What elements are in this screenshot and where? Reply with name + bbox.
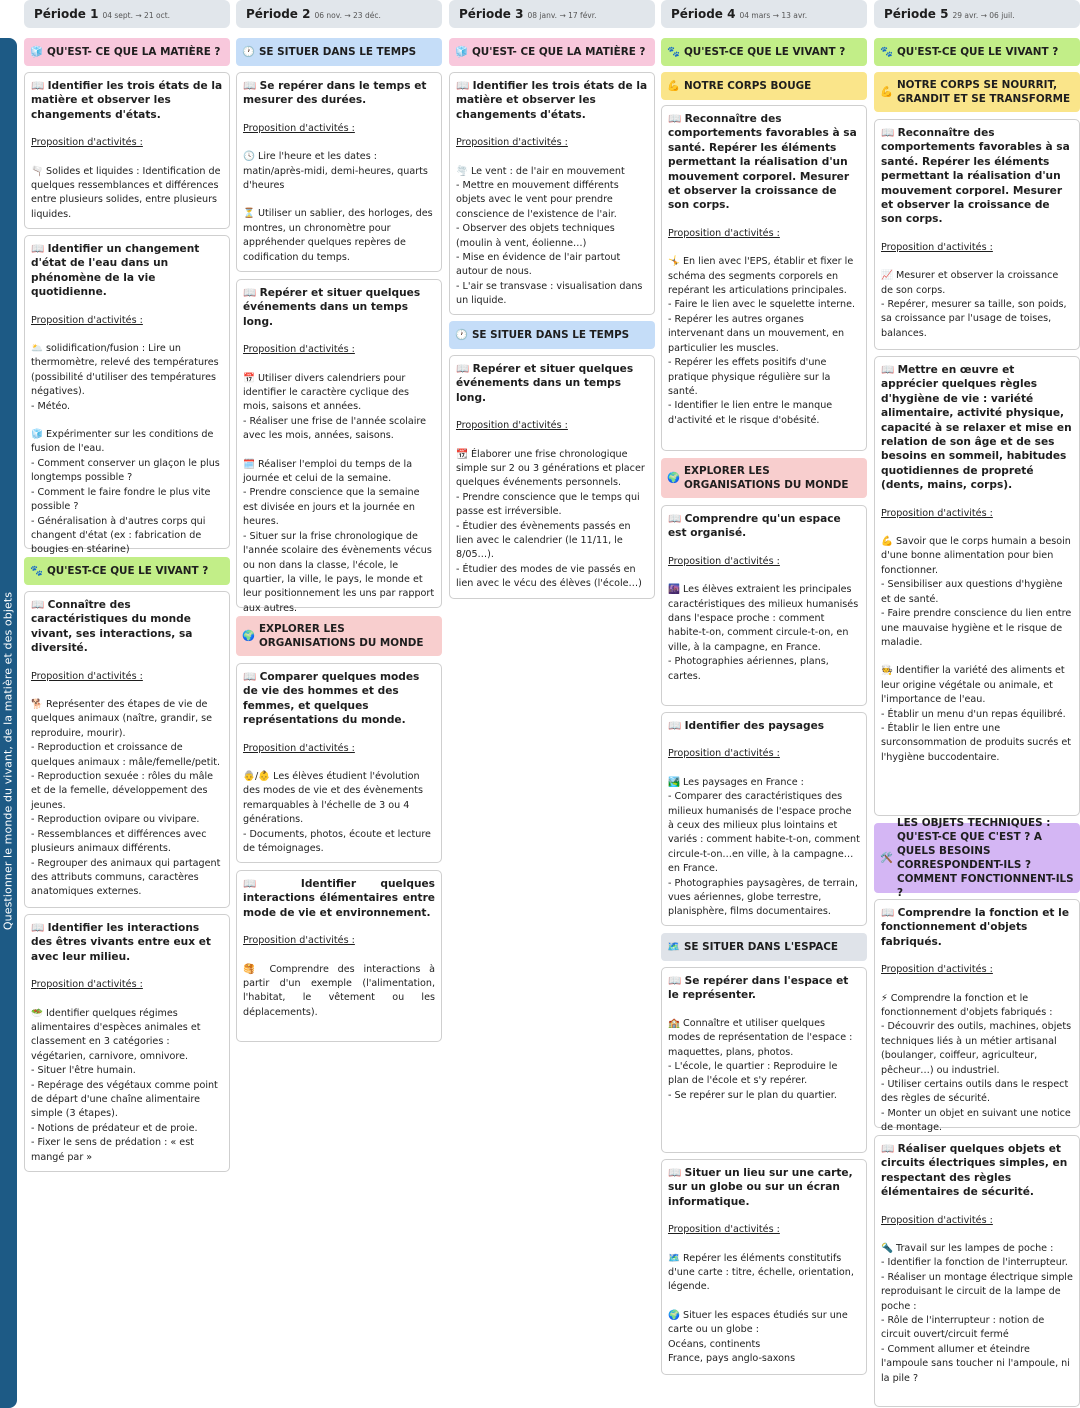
period-name: Période 3 <box>459 7 524 21</box>
period-column <box>24 0 230 1408</box>
objective-text: Comparer quelques modes de vie des hommes et des femmes, et quelques représentations du monde. <box>243 671 420 727</box>
book-icon: 📖 <box>881 364 898 376</box>
activity-line: - Repérage des végétaux comme point de départ d'une chaîne alimentaire simple (3 étapes). <box>31 1079 218 1120</box>
objective-card <box>661 967 867 1153</box>
objective-text: Situer un lieu sur une carte, sur un globe ou sur un écran informatique. <box>668 1167 853 1208</box>
book-icon: 📖 <box>456 80 473 92</box>
activities-label: Proposition d'activités : <box>31 137 143 149</box>
objective-title <box>243 79 435 108</box>
theme-banner <box>874 38 1080 66</box>
theme-banner <box>24 557 230 585</box>
period-dates: 04 mars → 13 avr. <box>739 11 808 20</box>
objective-card <box>661 712 867 926</box>
activity-line: - Rôle de l'interrupteur : notion de circuit ouvert/circuit fermé <box>881 1315 1045 1341</box>
theme-banner <box>874 817 1080 899</box>
activity-line: 💪 Savoir que le corps humain a besoin d'une bonne alimentation pour bien fonctionner. <box>881 536 1071 576</box>
book-icon: 📖 <box>668 720 685 732</box>
theme-icon: 🗺️ <box>667 941 680 953</box>
objective-card <box>874 1135 1080 1407</box>
theme-title: EXPLORER LES ORGANISATIONS DU MONDE <box>258 623 424 649</box>
activity-line: - Repérer, mesurer sa taille, son poids, sa croissance par l'usage de toises, balances. <box>881 299 1067 339</box>
objective-card <box>236 663 442 863</box>
period-dates: 08 janv. → 17 févr. <box>527 11 597 20</box>
theme-title: EXPLORER LES ORGANISATIONS DU MONDE <box>683 465 849 491</box>
activity-block <box>31 165 223 223</box>
book-icon: 📖 <box>668 975 685 987</box>
theme-title: QU'EST- CE QUE LA MATIÈRE ? <box>471 46 646 58</box>
activity-line: 🌪️ Le vent : de l'air en mouvement <box>456 165 625 177</box>
book-icon: 📖 <box>243 287 260 299</box>
theme-icon: 🐾 <box>667 46 680 58</box>
activity-line: 🥞 Comprendre des interactions à partir d'un exemple (l'alimentation, l'habitat, le vêtement ou les déplacements). <box>243 963 435 1018</box>
theme-banner <box>874 72 1080 112</box>
objective-card <box>874 899 1080 1134</box>
book-icon: 📖 <box>668 1167 685 1179</box>
objective-card <box>449 355 655 599</box>
objective-text: Réaliser quelques objets et circuits électriques simples, en respectant des règles élémentaires de sécurité. <box>881 1143 1068 1199</box>
activity-line: France, pays anglo-saxons <box>668 1353 796 1365</box>
period-column <box>874 0 1080 1408</box>
book-icon: 📖 <box>881 1143 898 1155</box>
activity-line: - Identifier le lien entre le manque d'activité et le risque d'obésité. <box>668 400 833 426</box>
activity-line: - Se repérer sur le plan du quartier. <box>668 1089 837 1101</box>
activity-line: - Comment conserver un glaçon le plus longtemps possible ? <box>31 457 220 484</box>
period-column <box>236 0 442 1408</box>
activity-block <box>31 1007 223 1165</box>
activity-line: - Comment le faire fondre le plus vite possible ? <box>31 486 211 513</box>
activity-block <box>881 992 1073 1136</box>
activity-block <box>31 698 223 900</box>
period-dates: 04 sept. → 21 oct. <box>102 11 171 20</box>
objective-text: Se repérer dans l'espace et le représenter. <box>668 975 849 1002</box>
activities-label: Proposition d'activités : <box>31 314 143 326</box>
objective-text: Identifier un changement d'état de l'eau dans un phénomène de la vie quotidienne. <box>31 243 200 299</box>
activity-line: 📆 Élaborer une frise chronologique simple sur 2 ou 3 générations et placer quelques événements personnels. <box>456 448 645 489</box>
objective-title <box>668 719 860 733</box>
objective-title <box>881 363 1073 493</box>
activity-block <box>668 1309 860 1367</box>
activity-line: 🏫 Connaître et utiliser quelques modes de représentation de l'espace : maquettes, plans, photos. <box>668 1017 853 1058</box>
activity-block <box>243 770 435 856</box>
activity-block <box>243 207 435 265</box>
objective-text: Identifier quelques interactions élémentaires entre mode de vie et environnement. <box>243 878 435 919</box>
activity-line: - Photographies paysagères, de terrain, vues aériennes, globe terrestre, planisphère, films documentaires. <box>668 877 858 918</box>
objective-title <box>668 974 860 1003</box>
theme-icon: 🕐 <box>242 46 255 58</box>
activities-label: Proposition d'activités : <box>881 507 993 519</box>
activity-line: - Généralisation à d'autres corps qui changent d'état (ex : fabrication de bougies en stéarine) <box>31 515 206 556</box>
objective-title <box>243 670 435 728</box>
book-icon: 📖 <box>881 127 898 139</box>
activity-line: - Prendre conscience que la semaine est divisée en jours et la journée en heures. <box>243 487 420 528</box>
objective-card <box>449 72 655 315</box>
objective-title <box>881 1142 1073 1200</box>
objective-text: Reconnaître des comportements favorables à sa santé. Repérer les éléments permettant la réalisation d'un mouvement corporel. Mesurer et observer la croissance de son corps. <box>881 127 1070 226</box>
objective-title <box>668 512 860 541</box>
objective-title <box>668 112 860 213</box>
activity-block <box>668 776 860 920</box>
theme-banner <box>661 72 867 100</box>
activity-block <box>668 255 860 428</box>
activity-line: - Monter un objet en suivant une notice de montage. <box>881 1107 1071 1134</box>
activity-block <box>668 583 860 684</box>
period-header <box>236 0 442 28</box>
activity-line: ⚡ Comprendre la fonction et le fonctionnement d'objets fabriqués : <box>881 992 1053 1019</box>
activities-label: Proposition d'activités : <box>243 935 355 947</box>
activity-line: 🤸 En lien avec l'EPS, établir et fixer le schéma des segments corporels en repérant les articulations principales. <box>668 256 854 297</box>
theme-icon: 💪 <box>880 86 893 98</box>
activity-line: - Fixer le sens de prédation : « est mangé par » <box>31 1137 194 1163</box>
activity-line: 🧑‍🍳 Identifier la variété des aliments et leur origine végétale ou animale, et l'importance de l'eau. <box>881 665 1065 706</box>
theme-banner <box>661 458 867 498</box>
theme-title: SE SITUER DANS LE TEMPS <box>471 329 630 341</box>
objective-title <box>243 877 435 920</box>
theme-title: NOTRE CORPS BOUGE <box>683 80 812 92</box>
activities-label: Proposition d'activités : <box>668 227 780 239</box>
theme-title: QU'EST-CE QUE LE VIVANT ? <box>896 46 1059 58</box>
activity-line: - Reproduction et croissance de quelques animaux : mâle/femelle/petit. <box>31 742 221 768</box>
book-icon: 📖 <box>243 878 301 890</box>
activity-line: - Prendre conscience que le temps qui passe est irréversible. <box>456 491 640 518</box>
theme-banner <box>449 321 655 349</box>
theme-banner <box>236 616 442 656</box>
book-icon: 📖 <box>31 922 48 934</box>
activity-line: - Notions de prédateur et de proie. <box>31 1122 198 1134</box>
objective-card <box>874 356 1080 816</box>
activity-line: 🥗 Identifier quelques régimes alimentaires d'espèces animales et classement en 3 catégories : végétarien, carnivore, omnivore. <box>31 1007 201 1062</box>
activity-block <box>881 1242 1073 1386</box>
activity-line: ⏳ Utiliser un sablier, des horloges, des montres, un chronomètre pour appréhender quelques repères de codification du temps. <box>243 208 433 263</box>
activity-block <box>243 963 435 1021</box>
activity-line: - Ressemblances et différences avec plusieurs animaux différents. <box>31 828 207 855</box>
activity-line: - Réaliser une frise de l'année scolaire avec les mois, années, saisons. <box>243 415 427 442</box>
activity-line: 🫗 Solides et liquides : Identification de quelques ressemblances et différences entre plusieurs solides, entre plusieurs liquides. <box>31 165 221 220</box>
objective-card <box>661 505 867 706</box>
activity-line: - Situer l'être humain. <box>31 1065 136 1077</box>
activity-line: - Observer des objets techniques (moulin à vent, éolienne…) <box>456 223 615 249</box>
activity-line: 🌍 Situer les espaces étudiés sur une carte ou un globe : <box>668 1309 848 1336</box>
theme-icon: 🐾 <box>30 565 43 577</box>
activity-line: - Situer sur la frise chronologique de l'année scolaire des évènements vécus ou non dans la classe, l'école, le quartier, la ville, le pays, le monde et leur positionnement les uns par rapport aux autres. <box>243 530 435 614</box>
period-name: Période 5 <box>884 7 949 21</box>
activity-line: - Reproduction sexuée : rôles du mâle et de la femelle, développement des jeunes. <box>31 771 214 811</box>
activity-line: - Étudier des modes de vie passés en lien avec le vécu des élèves (l'école…) <box>456 563 642 590</box>
theme-title: NOTRE CORPS SE NOURRIT, GRANDIT ET SE TRANSFORME <box>896 79 1071 105</box>
activities-label: Proposition d'activités : <box>31 670 143 682</box>
theme-banner <box>449 38 655 66</box>
book-icon: 📖 <box>881 907 898 919</box>
activities-label: Proposition d'activités : <box>243 122 355 134</box>
objective-title <box>31 79 223 122</box>
objective-card <box>236 279 442 614</box>
activity-block <box>456 165 648 309</box>
theme-banner <box>24 38 230 66</box>
objective-title <box>31 598 223 656</box>
activities-label: Proposition d'activités : <box>243 344 355 356</box>
objective-text: Identifier des paysages <box>684 720 825 732</box>
theme-icon: 💪 <box>667 80 680 92</box>
activity-line: 🕓 Lire l'heure et les dates : matin/après-midi, demi-heures, quarts d'heures <box>243 151 428 192</box>
activities-label: Proposition d'activités : <box>456 420 568 432</box>
objective-text: Se repérer dans le temps et mesurer des durées. <box>243 80 427 107</box>
activity-block <box>668 1252 860 1295</box>
activity-line: - Mise en évidence de l'air partout autour de nous. <box>456 252 621 278</box>
activity-line: - Photographies aériennes, plans, cartes. <box>668 656 829 682</box>
activities-label: Proposition d'activités : <box>456 137 568 149</box>
activity-line: 🔦 Travail sur les lampes de poche : <box>881 1243 1054 1255</box>
activities-label: Proposition d'activités : <box>881 241 993 253</box>
activity-line: - L'air se transvase : visualisation dans un liquide. <box>456 280 643 307</box>
theme-icon: 🌍 <box>667 472 680 484</box>
theme-title: QU'EST- CE QUE LA MATIÈRE ? <box>46 46 221 58</box>
objective-text: Repérer et situer quelques événements dans un temps long. <box>456 363 634 404</box>
activity-line: - Regrouper des animaux qui partagent des attributs communs, caractères anatomiques externes. <box>31 857 221 898</box>
activity-line: Océans, continents <box>668 1338 761 1350</box>
activities-label: Proposition d'activités : <box>881 1214 993 1226</box>
activity-line: - Étudier des évènements passés en lien avec le calendrier (le 11/11, le 8/05…). <box>456 520 631 561</box>
activity-line: 🗺️ Repérer les éléments constitutifs d'une carte : titre, échelle, orientation, légende. <box>668 1252 854 1293</box>
activity-line: - Comment allumer et éteindre l'ampoule sans toucher ni l'ampoule, ni la pile ? <box>881 1343 1070 1384</box>
period-name: Période 2 <box>246 7 311 21</box>
activity-line: 🗓️ Réaliser l'emploi du temps de la journée et celui de la semaine. <box>243 458 413 485</box>
book-icon: 📖 <box>668 113 685 125</box>
activities-label: Proposition d'activités : <box>668 555 780 567</box>
period-header <box>449 0 655 28</box>
activity-line: 🌆 Les élèves extraient les principales caractéristiques des milieux humanisés dans l'espace proche : comment habite-t-on, comment circule-t-on, en ville, à la campagne, en France. <box>668 584 859 653</box>
activity-line: 🏞️ Les paysages en France : <box>668 776 804 788</box>
activity-line: - Découvrir des outils, machines, objets techniques liés à un métier artisanal (boulanger, coiffeur, agriculteur, pêcheur…) ou industriel. <box>881 1021 1072 1076</box>
objective-card <box>24 914 230 1172</box>
theme-banner <box>661 933 867 961</box>
activities-label: Proposition d'activités : <box>668 1224 780 1236</box>
objective-card <box>24 235 230 556</box>
activity-line: - Établir le lien entre une surconsommation de produits sucrés et l'hygiène buccodentaire. <box>881 722 1071 763</box>
period-header <box>661 0 867 28</box>
book-icon: 📖 <box>668 513 685 525</box>
activities-label: Proposition d'activités : <box>243 742 355 754</box>
objective-title <box>31 921 223 964</box>
theme-banner <box>236 38 442 66</box>
activity-block <box>881 269 1073 341</box>
activity-block <box>243 150 435 193</box>
activity-block <box>243 372 435 444</box>
theme-title: QU'EST-CE QUE LE VIVANT ? <box>46 565 209 577</box>
activity-line: 👵/👶 Les élèves étudient l'évolution des modes de vie et des évènements remarquables à l'échelle de 3 ou 4 générations. <box>243 771 423 826</box>
objective-title <box>456 79 648 122</box>
objective-text: Comprendre qu'un espace est organisé. <box>668 513 841 540</box>
objective-text: Comprendre la fonction et le fonctionnement d'objets fabriqués. <box>881 907 1070 948</box>
activity-line: - Documents, photos, écoute et lecture de témoignages. <box>243 828 431 855</box>
activity-line: - Mettre en mouvement différents objets avec le vent pour prendre conscience de l'existence de l'air. <box>456 180 619 220</box>
objective-title <box>456 362 648 405</box>
period-dates: 06 nov. → 23 déc. <box>314 11 381 20</box>
sidebar-label: Questionner le monde du vivant, de la matière et des objets <box>1 591 15 931</box>
theme-title: SE SITUER DANS LE TEMPS <box>258 46 417 58</box>
activity-block <box>881 535 1073 650</box>
activity-line: 🧊 Expérimenter sur les conditions de fusion de l'eau. <box>31 429 214 455</box>
activity-block <box>668 1017 860 1103</box>
activity-line: - L'école, le quartier : Reproduire le plan de l'école et s'y repérer. <box>668 1061 838 1087</box>
activity-line: - Repérer les effets positifs d'une pratique physique régulière sur la santé. <box>668 357 831 397</box>
sidebar-band <box>0 38 17 1408</box>
activity-line: 📈 Mesurer et observer la croissance de son corps. <box>881 270 1059 296</box>
objective-card <box>236 72 442 272</box>
objective-text: Connaître des caractéristiques du monde vivant, ses interactions, sa diversité. <box>31 599 193 655</box>
activity-block <box>243 458 435 616</box>
theme-icon: 🧊 <box>455 46 468 58</box>
theme-title: SE SITUER DANS L'ESPACE <box>683 941 839 953</box>
objective-title <box>31 242 223 300</box>
book-icon: 📖 <box>243 80 260 92</box>
period-name: Période 1 <box>34 7 99 21</box>
activity-line: - Météo. <box>31 400 71 412</box>
activity-line: - Comparer des caractéristiques des milieux humanisés de l'espace proche à ceux des milieux plus lointains et variés : comment habite-t-on, comment circule-t-on…en ville, à la campagne…en France. <box>668 791 860 875</box>
objective-title <box>881 906 1073 949</box>
activity-block <box>31 342 223 414</box>
activity-line: - Faire le lien avec le squelette interne. <box>668 299 856 311</box>
activities-label: Proposition d'activités : <box>668 748 780 760</box>
objective-card <box>24 591 230 908</box>
objective-text: Identifier les trois états de la matière et observer les changements d'états. <box>456 80 648 121</box>
activity-line: - Identifier la fonction de l'interrupteur. <box>881 1257 1068 1269</box>
activity-line: - Établir un menu d'un repas équilibré. <box>881 708 1066 720</box>
period-name: Période 4 <box>671 7 736 21</box>
objective-text: Mettre en œuvre et apprécier quelques règles d'hygiène de vie : variété alimentaire, activité physique, capacité à se relaxer et mise en relation de son âge et de ses besoins en sommeil, habitudes quotidiennes de propreté (dents, mains, corps). <box>881 364 1072 492</box>
objective-card <box>24 72 230 229</box>
period-header <box>874 0 1080 28</box>
activity-block <box>31 428 223 558</box>
activity-line: 🌥️ solidification/fusion : Lire un thermomètre, relevé des températures (possibilité d'utiliser des températures négatives). <box>31 343 219 398</box>
period-dates: 29 avr. → 06 juil. <box>952 11 1015 20</box>
theme-icon: 🧊 <box>30 46 43 58</box>
objective-text: Identifier les trois états de la matière et observer les changements d'états. <box>31 80 223 121</box>
period-header <box>24 0 230 28</box>
activity-block <box>456 448 648 592</box>
activity-line: - Reproduction ovipare ou vivipare. <box>31 814 200 826</box>
activities-label: Proposition d'activités : <box>881 964 993 976</box>
objective-title <box>243 286 435 329</box>
activity-line: - Utiliser certains outils dans le respect des règles de sécurité. <box>881 1079 1069 1105</box>
objective-card <box>661 1159 867 1375</box>
theme-icon: 🌍 <box>242 630 255 642</box>
activity-line: - Repérer les autres organes intervenant dans un mouvement, en particulier les muscles. <box>668 313 845 354</box>
book-icon: 📖 <box>456 363 473 375</box>
theme-title: LES OBJETS TECHNIQUES : QU'EST-CE QUE C'EST ? A QUELS BESOINS CORRESPONDENT-ILS ? COMMENT FONCTIONNENT-ILS ? <box>896 817 1074 899</box>
theme-title: QU'EST-CE QUE LE VIVANT ? <box>683 46 846 58</box>
period-column <box>661 0 867 1408</box>
activity-block <box>881 664 1073 765</box>
objective-card <box>661 105 867 451</box>
objective-title <box>881 126 1073 227</box>
objective-title <box>668 1166 860 1209</box>
activity-line: 🐕 Représenter des étapes de vie de quelques animaux (naître, grandir, se reproduire, mourir). <box>31 699 213 739</box>
theme-icon: 🕐 <box>455 329 468 341</box>
activity-line: - Réaliser un montage électrique simple reproduisant le circuit de la lampe de poche : <box>881 1271 1073 1312</box>
book-icon: 📖 <box>31 599 48 611</box>
book-icon: 📖 <box>31 243 48 255</box>
theme-icon: 🛠️ <box>880 852 893 864</box>
activity-line: - Sensibiliser aux questions d'hygiène et de santé. <box>881 579 1063 605</box>
activity-line: 📅 Utiliser divers calendriers pour identifier le caractère cyclique des mois, saisons et années. <box>243 372 409 413</box>
objective-text: Reconnaître des comportements favorables à sa santé. Repérer les éléments permettant la réalisation d'un mouvement corporel. Mesurer et observer la croissance de son corps. <box>668 113 857 212</box>
objective-text: Identifier les interactions des êtres vivants entre eux et avec leur milieu. <box>31 922 211 963</box>
activities-label: Proposition d'activités : <box>31 979 143 991</box>
book-icon: 📖 <box>31 80 48 92</box>
objective-card <box>236 870 442 1042</box>
activity-line: - Faire prendre conscience du lien entre une mauvaise hygiène et le risque de maladie. <box>881 608 1072 648</box>
objective-card <box>874 119 1080 350</box>
theme-banner <box>661 38 867 66</box>
objective-text: Repérer et situer quelques événements dans un temps long. <box>243 287 421 328</box>
period-column <box>449 0 655 1408</box>
theme-icon: 🐾 <box>880 46 893 58</box>
book-icon: 📖 <box>243 671 260 683</box>
